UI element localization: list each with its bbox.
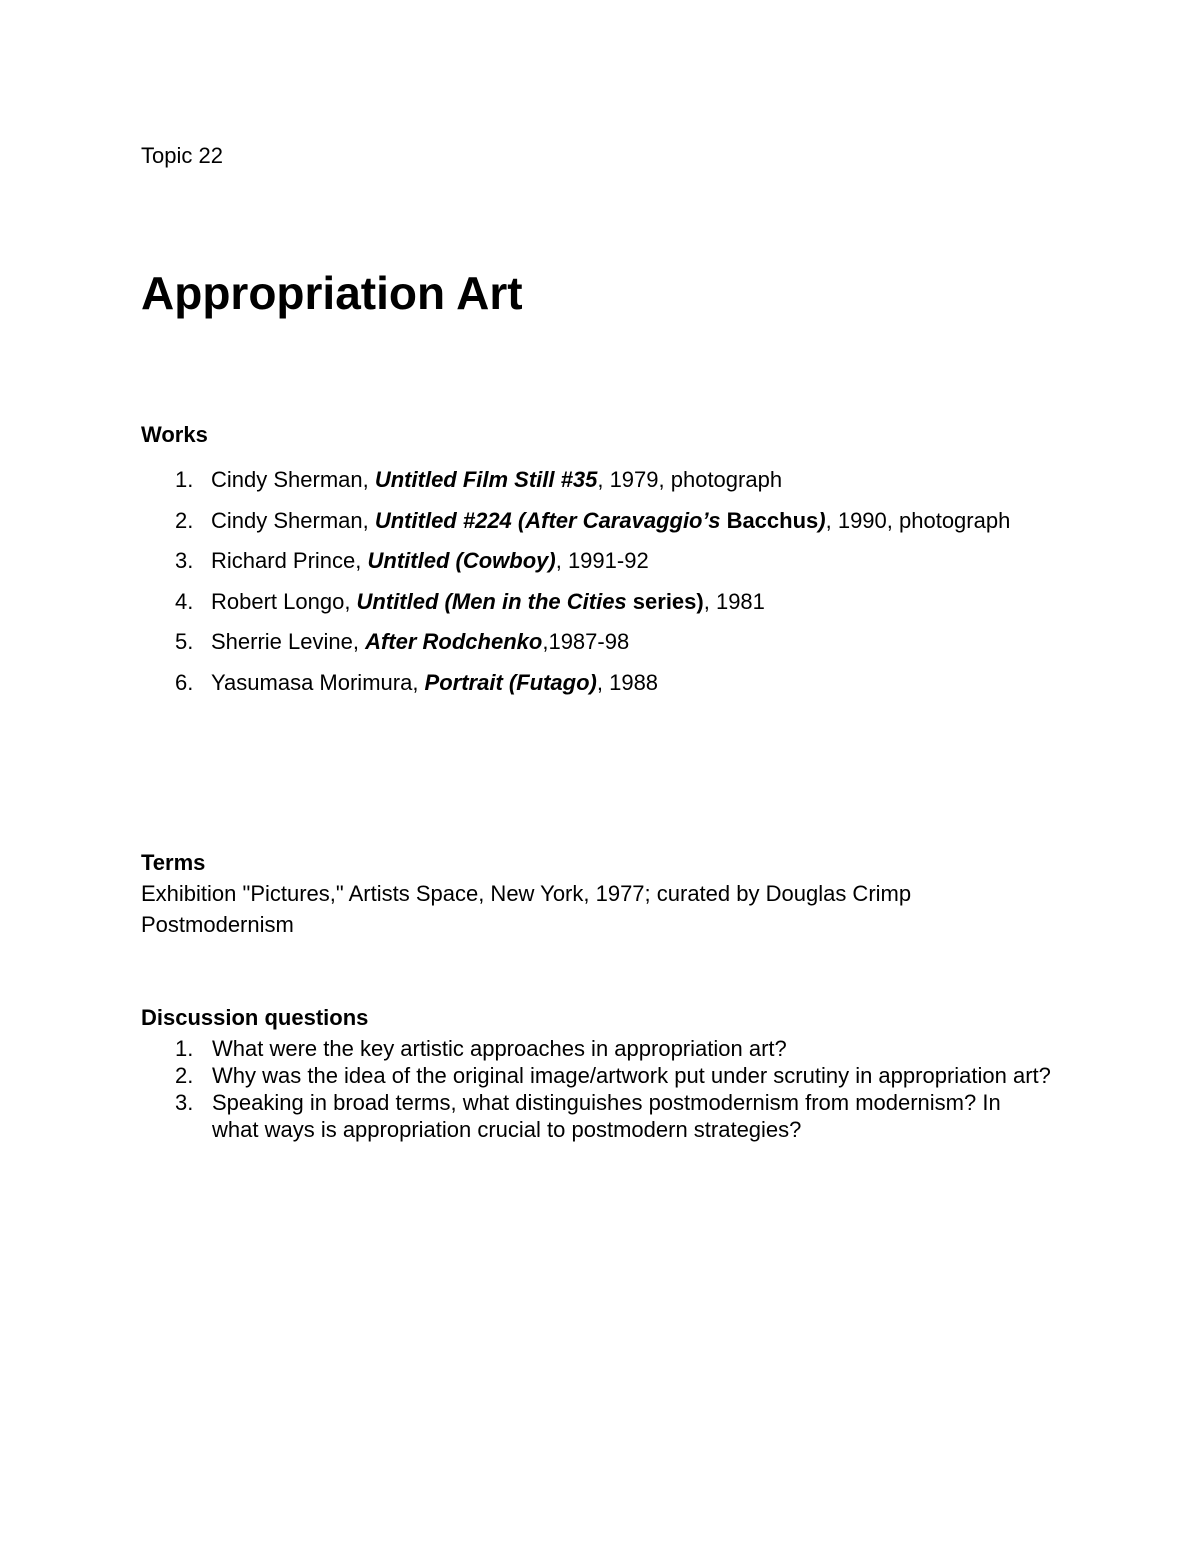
term-item: Exhibition "Pictures," Artists Space, New York, 1977; curated by Douglas Crimp xyxy=(141,881,912,906)
work-title-roman: Bacchus xyxy=(726,507,819,533)
discussion-text: Why was the idea of the original image/artwork put under scrutiny in appropriation art? xyxy=(212,1063,1051,1088)
works-list-item xyxy=(141,582,1041,623)
discussion-item xyxy=(141,1062,1052,1089)
works-section xyxy=(141,420,1041,703)
work-details: , 1990, photograph xyxy=(825,507,1011,533)
works-list-item xyxy=(141,460,1041,501)
works-list-item xyxy=(141,622,1041,663)
list-number: 4. xyxy=(175,588,194,614)
list-number: 3. xyxy=(175,1090,194,1115)
work-title-roman: series) xyxy=(632,588,704,614)
work-title-end: ) xyxy=(818,507,826,533)
discussion-text: What were the key artistic approaches in appropriation art? xyxy=(212,1036,787,1061)
work-title: After Rodchenko xyxy=(365,629,543,654)
list-number: 5. xyxy=(175,629,194,654)
discussion-list xyxy=(141,1035,1141,1143)
discussion-item xyxy=(141,1035,1052,1062)
list-number: 3. xyxy=(175,548,194,573)
work-title: Untitled #224 (After Caravaggio’s xyxy=(374,507,727,533)
list-number: 1. xyxy=(175,467,194,492)
works-list-item xyxy=(141,541,1041,582)
discussion-item xyxy=(141,1089,1052,1143)
work-title: Untitled (Cowboy) xyxy=(367,548,556,573)
page-title: Appropriation Art xyxy=(141,267,523,319)
work-artist: Cindy Sherman, xyxy=(211,467,375,492)
works-list-item xyxy=(141,501,1041,542)
terms-section xyxy=(141,848,1141,940)
work-details: , 1981 xyxy=(703,588,765,614)
work-artist: Yasumasa Morimura, xyxy=(211,669,425,695)
list-number: 1. xyxy=(175,1036,194,1061)
work-artist: Richard Prince, xyxy=(211,548,368,573)
work-details: , 1979, photograph xyxy=(597,467,783,492)
works-list-item xyxy=(141,663,1041,704)
work-details: ,1987-98 xyxy=(542,629,630,654)
works-heading: Works xyxy=(141,422,208,447)
work-artist: Cindy Sherman, xyxy=(211,507,375,533)
list-number: 2. xyxy=(175,1063,194,1088)
discussion-heading: Discussion questions xyxy=(141,1005,369,1030)
works-list xyxy=(141,460,1041,703)
work-details: , 1988 xyxy=(596,669,659,695)
list-number: 6. xyxy=(175,669,194,695)
term-item: Postmodernism xyxy=(141,912,294,937)
work-artist: Sherrie Levine, xyxy=(211,629,366,654)
work-title: Untitled (Men in the Cities xyxy=(356,588,633,614)
work-title: Untitled Film Still #35 xyxy=(374,467,598,492)
work-details: , 1991-92 xyxy=(555,548,649,573)
discussion-text: Speaking in broad terms, what distinguishes postmodernism from modernism? In what ways is appropriation crucial to postmodern strategies? xyxy=(212,1090,1001,1142)
list-number: 2. xyxy=(175,507,194,533)
topic-label: Topic 22 xyxy=(141,143,223,168)
work-title: Portrait (Futago) xyxy=(424,669,597,695)
discussion-section xyxy=(141,1003,1141,1143)
terms-heading: Terms xyxy=(141,850,206,875)
work-artist: Robert Longo, xyxy=(211,588,357,614)
